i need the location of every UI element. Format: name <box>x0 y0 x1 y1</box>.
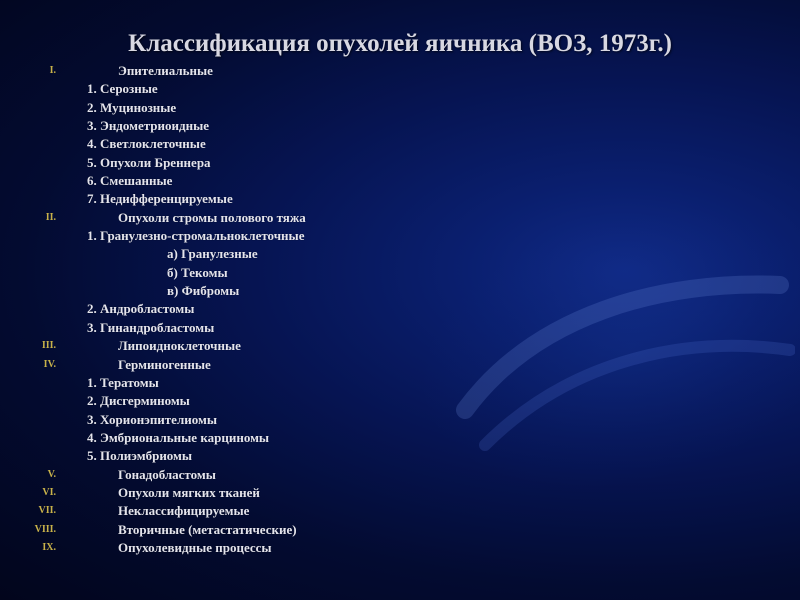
roman-marker: II. <box>45 211 56 223</box>
category-heading: Эпителиальные <box>118 63 213 78</box>
category-item: 4. Светлоклеточные <box>87 136 206 152</box>
list-row <box>0 429 800 447</box>
list-row <box>0 209 800 227</box>
category-item: 5. Полиэмбриомы <box>87 448 193 464</box>
category-heading: Герминогенные <box>118 356 211 372</box>
list-row <box>0 117 800 135</box>
list-row <box>0 539 800 557</box>
roman-marker: VII. <box>38 505 56 517</box>
list-row <box>0 154 800 172</box>
list-row <box>0 282 800 300</box>
list-row <box>0 484 800 502</box>
list-row <box>0 337 800 355</box>
category-heading: Опухоли мягких тканей <box>118 484 260 500</box>
category-heading: Вторичные (метастатические) <box>118 521 297 537</box>
category-item: 1. Серозные <box>87 81 158 97</box>
list-row <box>0 80 800 98</box>
category-heading: Неклассифицируемые <box>118 503 250 519</box>
list-row <box>0 374 800 392</box>
category-item: 3. Хорионэпителиомы <box>87 411 217 427</box>
list-row <box>0 502 800 520</box>
subcategory-item: в) Фибромы <box>167 283 240 299</box>
category-item: 7. Недифференцируемые <box>87 191 233 207</box>
list-row <box>0 300 800 318</box>
category-item: 2. Андробластомы <box>87 301 195 317</box>
roman-marker: IV. <box>43 358 56 370</box>
list-row <box>0 135 800 153</box>
category-item: 2. Муцинозные <box>87 99 177 115</box>
roman-marker: VIII. <box>34 523 56 535</box>
list-row <box>0 245 800 263</box>
category-item: 6. Смешанные <box>87 173 173 189</box>
list-row <box>0 356 800 374</box>
slide-title: Классификация опухолей яичника (ВОЗ, 1973г.) <box>128 30 672 57</box>
category-item: 3. Гинандробластомы <box>87 319 215 335</box>
list-row <box>0 190 800 208</box>
list-row <box>0 319 800 337</box>
category-item: 4. Эмбриональные карциномы <box>87 429 270 445</box>
list-row <box>0 264 800 282</box>
roman-marker: III. <box>41 340 56 352</box>
list-row <box>0 99 800 117</box>
category-heading: Опухолевидные процессы <box>118 539 272 555</box>
category-heading: Опухоли стромы полового тяжа <box>118 209 306 225</box>
list-row <box>0 411 800 429</box>
classification-list <box>0 62 800 557</box>
roman-marker: V. <box>47 468 56 480</box>
category-item: 1. Тератомы <box>87 374 159 390</box>
category-item: 5. Опухоли Бреннера <box>87 154 211 170</box>
category-item: 1. Гранулезно-стромальноклеточные <box>87 228 305 244</box>
list-row <box>0 172 800 190</box>
category-item: 3. Эндометриоидные <box>87 118 210 134</box>
list-row <box>0 392 800 410</box>
list-row <box>0 521 800 539</box>
list-row <box>0 227 800 245</box>
subcategory-item: б) Текомы <box>167 264 228 280</box>
list-row <box>0 447 800 465</box>
roman-marker: I. <box>49 65 56 76</box>
roman-marker: VI. <box>42 486 56 498</box>
list-row <box>0 466 800 484</box>
category-item: 2. Дисгерминомы <box>87 393 190 409</box>
subcategory-item: а) Гранулезные <box>167 246 258 262</box>
category-heading: Липоидноклеточные <box>118 338 241 354</box>
list-row <box>0 62 800 80</box>
roman-marker: IX. <box>42 541 56 553</box>
category-heading: Гонадобластомы <box>118 466 216 482</box>
